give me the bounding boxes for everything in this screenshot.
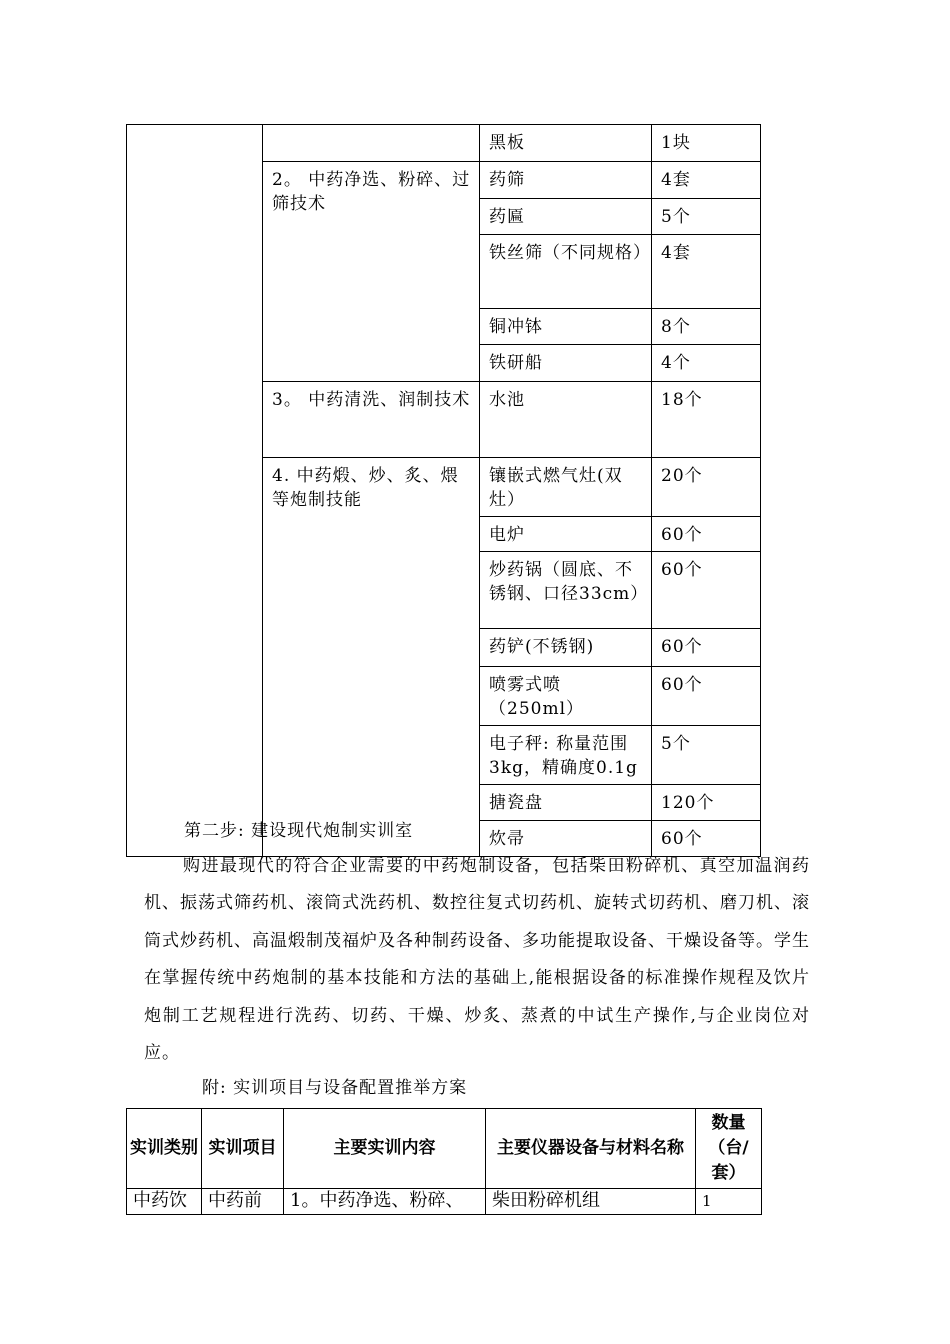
equipment-qty: 60个 bbox=[652, 821, 761, 857]
cell-project: 中药前 bbox=[202, 1189, 284, 1215]
header-quantity: 数量（台/套） bbox=[696, 1109, 762, 1189]
equipment-name: 搪瓷盘 bbox=[480, 785, 652, 821]
equipment-qty: 20个 bbox=[652, 458, 761, 517]
category-cell-empty bbox=[127, 125, 263, 857]
training-content: 4. 中药煅、炒、炙、煨等炮制技能 bbox=[263, 458, 480, 857]
cell-content: 1。中药净选、粉碎、 bbox=[284, 1189, 486, 1215]
equipment-name: 药铲(不锈钢) bbox=[480, 629, 652, 667]
equipment-qty: 18个 bbox=[652, 382, 761, 458]
training-content: 2。 中药净选、粉碎、过筛技术 bbox=[263, 162, 480, 382]
equipment-qty: 60个 bbox=[652, 552, 761, 629]
equipment-name: 炊帚 bbox=[480, 821, 652, 857]
equipment-name: 药匾 bbox=[480, 199, 652, 235]
equipment-qty: 5个 bbox=[652, 199, 761, 235]
header-category: 实训类别 bbox=[127, 1109, 202, 1189]
equipment-name: 喷雾式喷（250ml） bbox=[480, 667, 652, 726]
equipment-qty: 4套 bbox=[652, 235, 761, 309]
equipment-name: 炒药锅（圆底、不锈钢、口径33cm） bbox=[480, 552, 652, 629]
cell-quantity: 1 bbox=[696, 1189, 762, 1215]
equipment-name: 铁丝筛（不同规格） bbox=[480, 235, 652, 309]
step2-heading: 第二步: 建设现代炮制实训室 bbox=[184, 821, 414, 841]
content-cell-empty bbox=[263, 125, 480, 162]
equipment-qty: 4个 bbox=[652, 345, 761, 382]
body-paragraph: 购进最现代的符合企业需要的中药炮制设备，包括柴田粉碎机、真空加温润药机、振荡式筛药机、滚筒式洗药机、数控往复式切药机、旋转式切药机、磨刀机、滚筒式炒药机、高温煅制茂福炉及各种制药设备、多功能提取设备、干燥设备等。学生在掌握传统中药炮制的基本技能和方法的基础上,能根据设备的标准操作规程及饮片炮制工艺规程进行洗药、切药、干燥、炒炙、蒸煮的中试生产操作,与企业岗位对应。 bbox=[144, 856, 810, 1064]
plan-table bbox=[126, 1108, 762, 1215]
cell-category: 中药饮 bbox=[127, 1189, 202, 1215]
equipment-qty: 60个 bbox=[652, 629, 761, 667]
equipment-qty: 60个 bbox=[652, 667, 761, 726]
appendix-title: 附: 实训项目与设备配置推举方案 bbox=[202, 1078, 468, 1098]
header-equipment: 主要仪器设备与材料名称 bbox=[486, 1109, 696, 1189]
equipment-name: 镶嵌式燃气灶(双灶） bbox=[480, 458, 652, 517]
equipment-name: 电子秤: 称量范围3kg，精确度0.1g bbox=[480, 726, 652, 785]
equipment-qty: 4套 bbox=[652, 162, 761, 199]
equipment-qty: 1块 bbox=[652, 125, 761, 162]
equipment-name: 水池 bbox=[480, 382, 652, 458]
equipment-qty: 5个 bbox=[652, 726, 761, 785]
header-content: 主要实训内容 bbox=[284, 1109, 486, 1189]
equipment-name: 铁研船 bbox=[480, 345, 652, 382]
equipment-name: 黑板 bbox=[480, 125, 652, 162]
equipment-qty: 8个 bbox=[652, 309, 761, 345]
training-content: 3。 中药清洗、润制技术 bbox=[263, 382, 480, 458]
header-project: 实训项目 bbox=[202, 1109, 284, 1189]
equipment-name: 电炉 bbox=[480, 517, 652, 552]
cell-equipment: 柴田粉碎机组 bbox=[486, 1189, 696, 1215]
equipment-name: 药筛 bbox=[480, 162, 652, 199]
equipment-name: 铜冲钵 bbox=[480, 309, 652, 345]
equipment-qty: 120个 bbox=[652, 785, 761, 821]
equipment-table bbox=[126, 124, 761, 857]
equipment-qty: 60个 bbox=[652, 517, 761, 552]
